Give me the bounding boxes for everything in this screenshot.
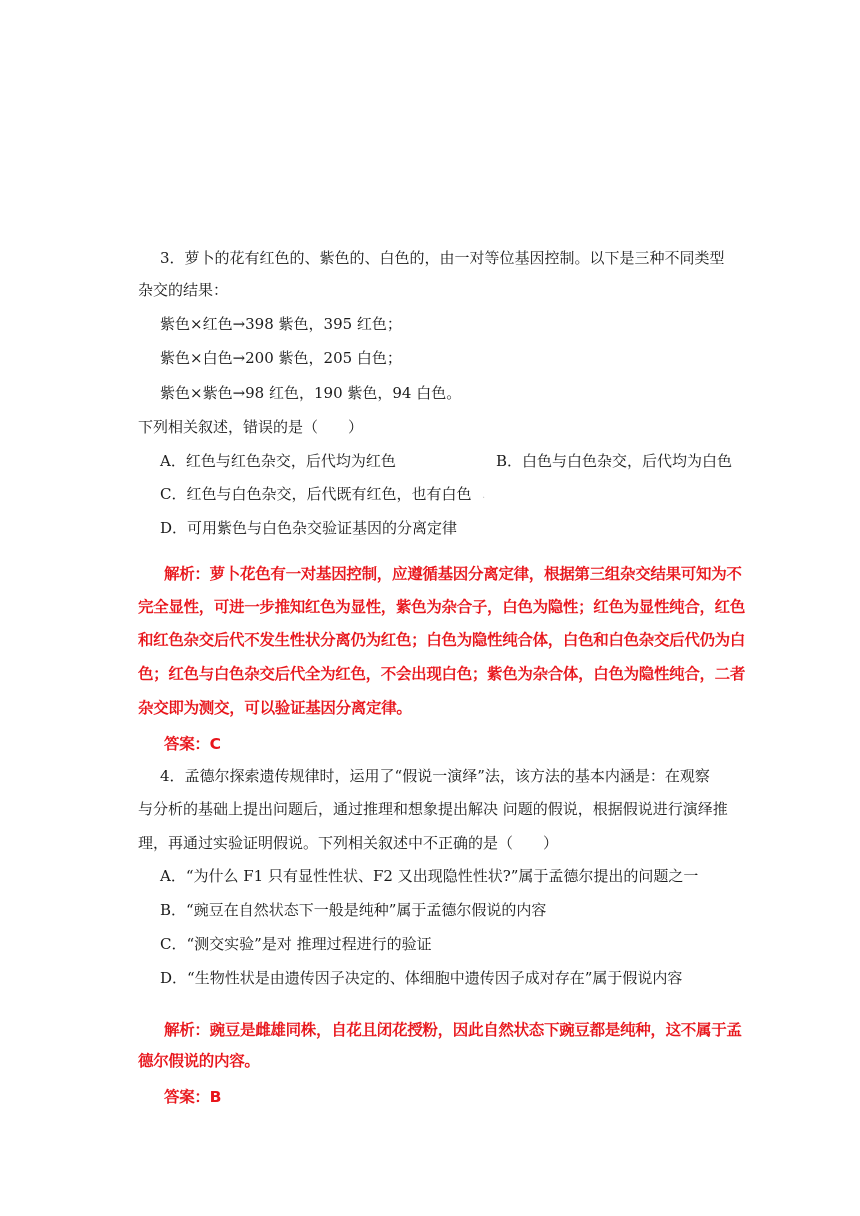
q3-option-d: D．可用紫色与白色杂交验证基因的分离定律 bbox=[160, 519, 458, 537]
q3-cross-2: 紫色×白色→200 紫色，205 白色； bbox=[160, 349, 402, 367]
q3-answer: 答案：C bbox=[164, 735, 221, 753]
stray-mark: . bbox=[482, 490, 486, 501]
q3-option-c: C．红色与白色杂交，后代既有红色，也有白色 bbox=[160, 485, 472, 503]
q3-stem-line-1: 3．萝卜的花有红色的、紫色的、白色的，由一对等位基因控制。以下是三种不同类型 bbox=[160, 249, 725, 267]
q3-cross-1: 紫色×红色→398 紫色，395 红色； bbox=[160, 315, 402, 333]
q3-analysis-line-5: 杂交即为测交，可以验证基因分离定律。 bbox=[138, 699, 412, 717]
q3-question: 下列相关叙述，错误的是（ ） bbox=[138, 418, 364, 436]
q4-stem-line-2: 与分析的基础上提出问题后，通过推理和想象提出解决 问题的假说，根据假说进行演绎推 bbox=[138, 800, 728, 818]
q3-stem-line-2: 杂交的结果： bbox=[138, 281, 229, 299]
q3-analysis-line-1: 解析：萝卜花色有一对基因控制，应遵循基因分离定律，根据第三组杂交结果可知为不 bbox=[164, 565, 742, 583]
q4-analysis-line-2: 德尔假说的内容。 bbox=[138, 1052, 260, 1070]
q3-analysis-line-4: 色；红色与白色杂交后代全为红色，不会出现白色；紫色为杂合体，白色为隐性纯合，二者 bbox=[138, 665, 746, 683]
q4-option-b: B．“豌豆在自然状态下一般是纯种”属于孟德尔假说的内容 bbox=[160, 901, 547, 919]
q4-option-a: A．“为什么 F1 只有显性性状、F2 又出现隐性性状?”属于孟德尔提出的问题之一 bbox=[160, 867, 699, 885]
q3-analysis-line-2: 完全显性，可进一步推知红色为显性，紫色为杂合子，白色为隐性；红色为显性纯合，红色 bbox=[138, 598, 746, 616]
q4-stem-line-1: 4．孟德尔探索遗传规律时，运用了“假说一演绎”法，该方法的基本内涵是：在观察 bbox=[160, 767, 710, 785]
q3-analysis-line-3: 和红色杂交后代不发生性状分离仍为红色；白色为隐性纯合体，白色和白色杂交后代仍为白 bbox=[138, 631, 746, 649]
q4-analysis-line-1: 解析：豌豆是雌雄同株，自花且闭花授粉，因此自然状态下豌豆都是纯种，这不属于孟 bbox=[164, 1021, 742, 1039]
q3-cross-3: 紫色×紫色→98 红色，190 紫色，94 白色。 bbox=[160, 384, 462, 402]
q3-option-b: B．白色与白色杂交，后代均为白色 bbox=[496, 452, 733, 470]
q4-answer: 答案：B bbox=[164, 1088, 222, 1106]
q4-stem-line-3: 理，再通过实验证明假说。下列相关叙述中不正确的是（ ） bbox=[138, 834, 559, 852]
q4-option-c: C．“测交实验”是对 推理过程进行的验证 bbox=[160, 935, 432, 953]
q4-option-d: D．“生物性状是由遗传因子决定的、体细胞中遗传因子成对存在”属于假说内容 bbox=[160, 969, 683, 987]
q3-option-a: A．红色与红色杂交，后代均为红色 bbox=[160, 452, 396, 470]
